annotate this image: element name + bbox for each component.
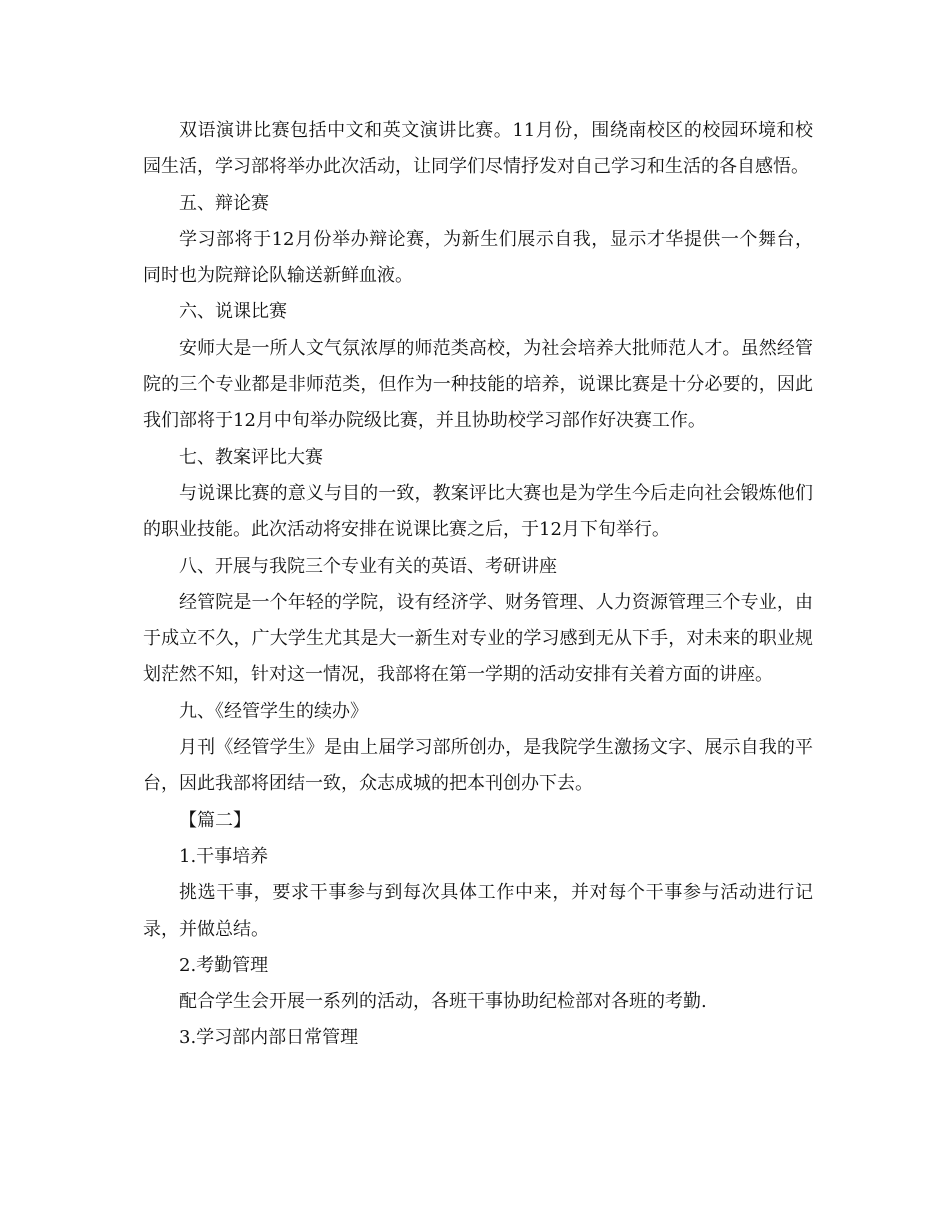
paragraph-debate: 学习部将于12月份举办辩论赛，为新生们展示自我，显示才华提供一个舞台，同时也为院辩论队输送新鲜血液。 [143, 228, 813, 287]
heading-internal-management: 3.学习部内部日常管理 [179, 1027, 359, 1049]
heading-staff-training: 1.干事培养 [179, 845, 269, 867]
paragraph-lecture-contest: 安师大是一所人文气氛浓厚的师范类高校，为社会培养大批师范人才。虽然经管院的三个专业都是非师范类，但作为一种技能的培养，说课比赛是十分必要的，因此我们部将于12月中旬举办院级比赛，并且协助校学习部作好决赛工作。 [143, 337, 813, 432]
document-body [143, 113, 813, 1057]
paragraph-magazine: 月刊《经管学生》是由上届学习部所创办，是我院学生激扬文字、展示自我的平台，因此我部将团结一致，众志成城的把本刊创办下去。 [143, 737, 813, 795]
paragraph-bilingual-speech: 双语演讲比赛包括中文和英文演讲比赛。11月份，围绕南校区的校园环境和校园生活，学习部将举办此次活动，让同学们尽情抒发对自己学习和生活的各自感悟。 [143, 120, 813, 178]
heading-debate: 五、辩论赛 [179, 192, 269, 214]
heading-part-two: 【篇二】 [179, 809, 251, 831]
heading-lesson-plan-contest: 七、教案评比大赛 [179, 446, 323, 468]
paragraph-staff-training: 挑选干事，要求干事参与到每次具体工作中来，并对每个干事参与活动进行记录，并做总结。 [143, 882, 813, 940]
paragraph-english-postgrad-talks: 经管院是一个年轻的学院，设有经济学、财务管理、人力资源管理三个专业，由于成立不久，广大学生尤其是大一新生对专业的学习感到无从下手，对未来的职业规划茫然不知，针对这一情况，我部将在第一学期的活动安排有关着方面的讲座。 [143, 591, 813, 686]
heading-english-postgrad-talks: 八、开展与我院三个专业有关的英语、考研讲座 [179, 555, 557, 577]
paragraph-attendance: 配合学生会开展一系列的活动，各班干事协助纪检部对各班的考勤. [179, 991, 707, 1013]
paragraph-lesson-plan-contest: 与说课比赛的意义与目的一致，教案评比大赛也是为学生今后走向社会锻炼他们的职业技能。此次活动将安排在说课比赛之后，于12月下旬举行。 [143, 482, 813, 541]
heading-lecture-contest: 六、说课比赛 [179, 301, 287, 323]
heading-attendance: 2.考勤管理 [179, 954, 269, 976]
heading-magazine: 九、《经管学生的续办》 [179, 700, 368, 722]
